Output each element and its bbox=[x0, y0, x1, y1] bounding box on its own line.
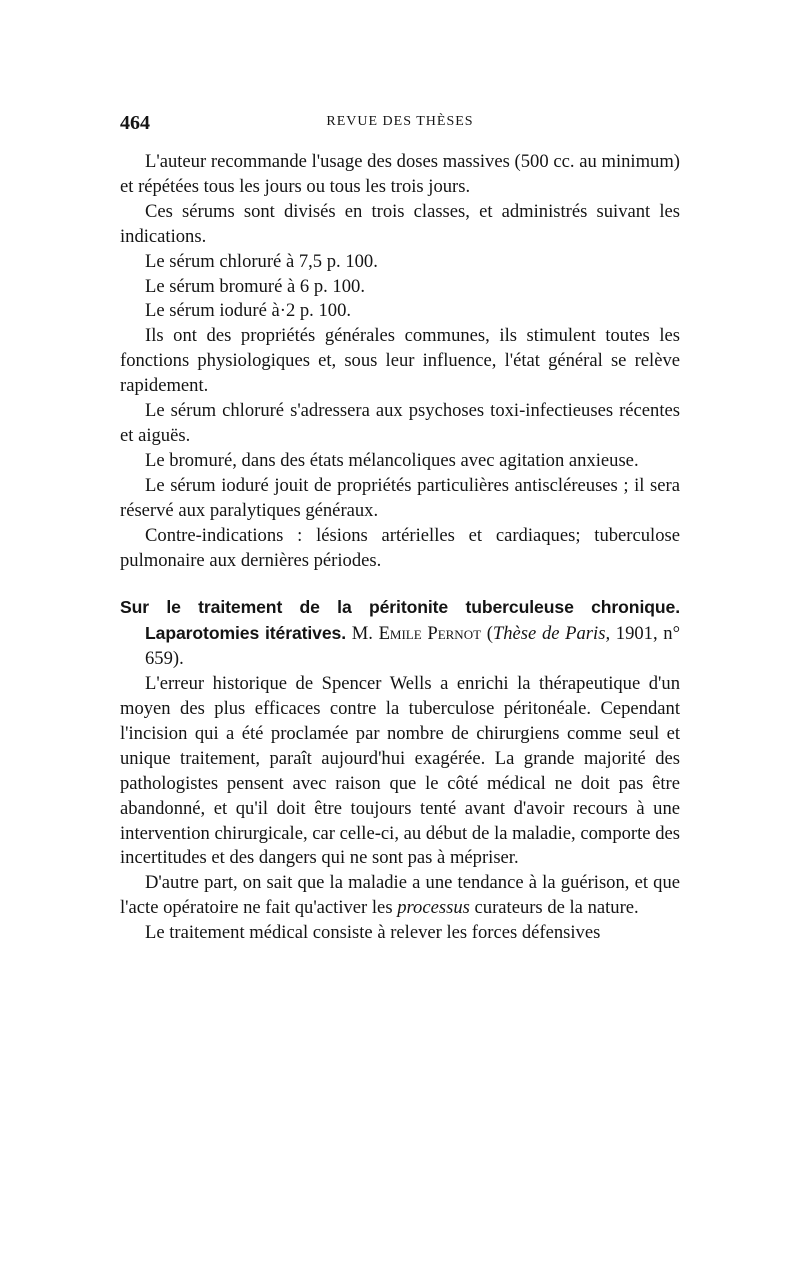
page bbox=[120, 112, 680, 946]
running-head bbox=[120, 112, 680, 142]
paragraph: Le sérum chloruré s'adressera aux psychoses toxi-infectieuses récentes et aiguës. bbox=[120, 400, 680, 446]
section-heading bbox=[120, 595, 680, 672]
paragraph-italic-term: processus bbox=[397, 897, 470, 919]
paragraph: Le sérum bromuré à 6 p. 100. bbox=[145, 275, 365, 297]
paragraph-end: curateurs de la nature. bbox=[474, 897, 639, 919]
citation-source: Thèse de Paris, bbox=[492, 623, 611, 645]
section-gap bbox=[120, 573, 680, 595]
paragraph: L'auteur recommande l'usage des doses massives (500 cc. au minimum) et répétées tous les jours ou tous les trois jours. bbox=[120, 151, 680, 197]
paragraph bbox=[120, 871, 680, 921]
paragraph: Ils ont des propriétés générales communes, ils stimulent toutes les fonctions physiologiques et, sous leur influence, l'état général se relève rapidement. bbox=[120, 325, 680, 397]
paragraph: Le traitement médical consiste à relever les forces défensives bbox=[145, 922, 601, 944]
paragraph-start: D'autre part, on sait que la maladie a une tendance à la guérison, et que l'acte opératoire ne fait qu'activer les bbox=[120, 872, 680, 919]
running-title: REVUE DES THÈSES bbox=[326, 114, 474, 129]
citation-number: n° 659). bbox=[145, 623, 681, 670]
author-name: Emile Pernot bbox=[378, 623, 482, 645]
paragraph: Le sérum ioduré jouit de propriétés particulières antiscléreuses ; il sera réservé aux paralytiques généraux. bbox=[120, 474, 680, 521]
body-text bbox=[120, 150, 680, 946]
paragraph: Le sérum chloruré à 7,5 p. 100. bbox=[145, 250, 378, 272]
paragraph: L'erreur historique de Spencer Wells a enrichi la thérapeutique d'un moyen des plus efficaces contre la tuberculose péritonéale. Cependant l'incision qui a été proclamée par nombre de chirurgiens comme seul et unique traitement, paraît aujourd'hui exagérée. La grande majorité des pathologistes pensent avec raison que le côté médical ne doit pas être abandonné, et qu'il doit être toujours tenté avant d'avoir recours à une intervention chirurgicale, car celle-ci, au début de la maladie, comporte des incertitudes et des dangers qui ne sont pas à mépriser. bbox=[120, 673, 680, 869]
paragraph: Ces sérums sont divisés en trois classes, et administrés suivant les indications. bbox=[120, 200, 680, 247]
citation-year: 1901, bbox=[615, 623, 658, 645]
section-title: Sur le traitement de la péritonite tuberculeuse chronique. Laparotomies itératives. bbox=[120, 597, 680, 644]
paragraph: Le sérum ioduré à·2 p. 100. bbox=[145, 300, 352, 322]
page-number: 464 bbox=[120, 112, 150, 134]
paragraph: Le bromuré, dans des états mélancoliques avec agitation anxieuse. bbox=[145, 449, 639, 471]
paragraph: Contre-indications : lésions artérielles et cardiaques; tuberculose pulmonaire aux dernières périodes. bbox=[120, 524, 680, 571]
author-prefix: M. bbox=[351, 623, 373, 645]
citation-open: ( bbox=[486, 623, 493, 645]
